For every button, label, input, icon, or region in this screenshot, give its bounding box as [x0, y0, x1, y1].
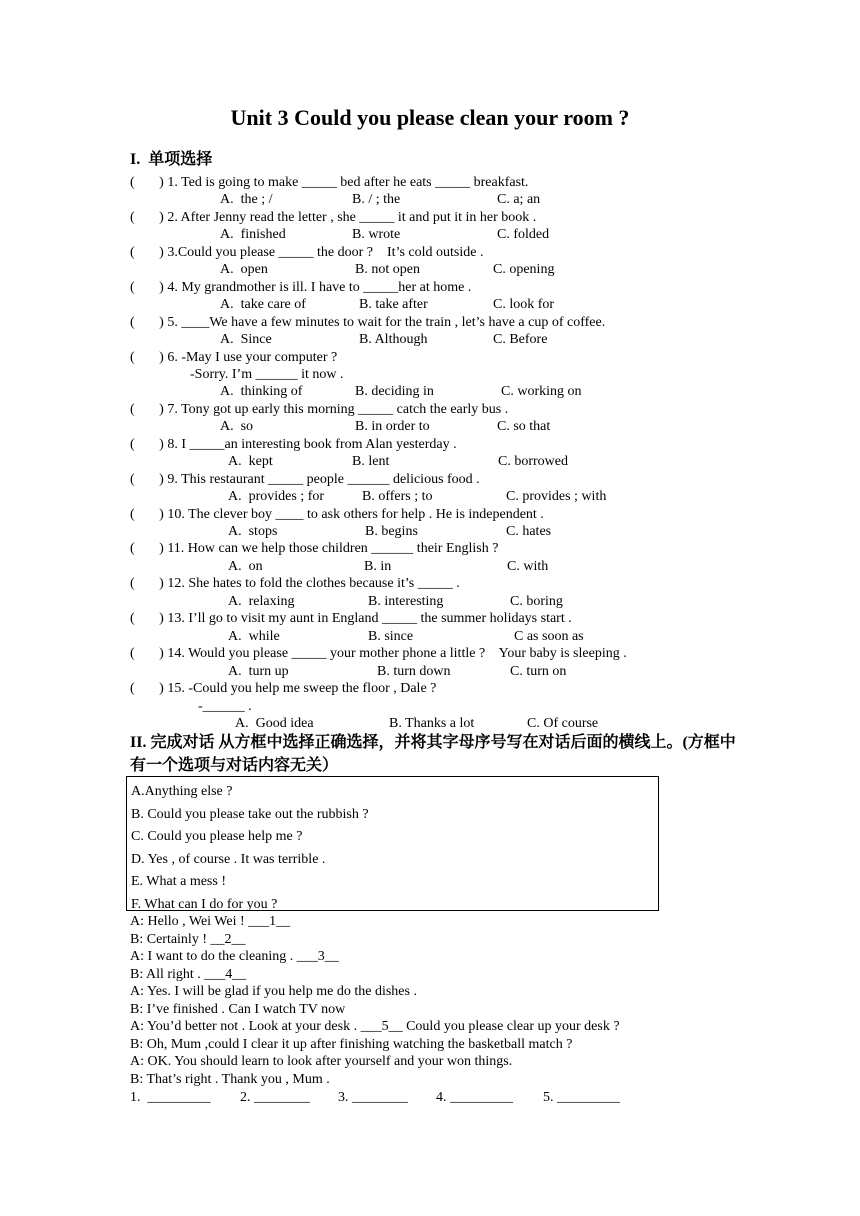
dialogue-line: B: I’ve finished . Can I watch TV now: [130, 1002, 346, 1017]
question-option: C. provides ; with: [506, 489, 607, 505]
question-option: B. wrote: [352, 227, 401, 243]
dialogue-line: B: All right . ___4__: [130, 967, 247, 982]
question-option: A. open: [220, 262, 268, 278]
question-option: B. turn down: [377, 663, 451, 679]
box-option: C. Could you please help me ?: [131, 829, 303, 844]
question-option: B. deciding in: [355, 384, 434, 400]
question-option: C. folded: [497, 227, 550, 243]
question-stem: ( ) 4. My grandmother is ill. I have to _____her at home .: [130, 279, 472, 295]
question-option: A. take care of: [220, 297, 306, 313]
question-option: C. Of course: [527, 715, 599, 731]
question-option: C. hates: [506, 524, 552, 539]
question-option: C. turn on: [510, 663, 567, 679]
answer-blank: 3. ________: [338, 1090, 408, 1105]
answer-blank: 5. _________: [543, 1090, 620, 1105]
question-option: B. since: [368, 628, 414, 644]
dialogue-line: B: Oh, Mum ,could I clear it up after finishing watching the basketball match ?: [130, 1037, 573, 1052]
question-stem: ( ) 6. -May I use your computer ?: [130, 349, 338, 365]
question-stem: ( ) 13. I’ll go to visit my aunt in England _____ the summer holidays start .: [130, 611, 572, 627]
question-stem: ( ) 3.Could you please _____ the door ? It’s cold outside .: [130, 244, 484, 260]
question-option: B. in order to: [355, 419, 430, 435]
dialogue-line: A: OK. You should learn to look after yourself and your won things.: [130, 1054, 513, 1069]
question-option: B. Thanks a lot: [389, 715, 475, 731]
page-title: Unit 3 Could you please clean your room ?: [230, 105, 630, 130]
answer-blank: 4. _________: [436, 1090, 513, 1105]
question-stem: ( ) 15. -Could you help me sweep the floor , Dale ?: [130, 681, 437, 697]
question-option: A. provides ; for: [228, 489, 325, 505]
box-option: F. What can I do for you ?: [131, 896, 278, 912]
question-option: C. a; an: [497, 192, 541, 208]
question-option: B. offers ; to: [362, 489, 433, 505]
options-box: [126, 776, 659, 911]
question-option: A. Since: [220, 332, 272, 348]
question-option: C. working on: [501, 384, 582, 400]
dialogue-line: A: Hello , Wei Wei ! ___1__: [130, 914, 291, 929]
section2-heading: II. 完成对话 从方框中选择正确选择，并将其字母序号写在对话后面的横线上。(方框中有一个选项与对话内容无关）: [130, 734, 736, 774]
box-option: D. Yes , of course . It was terrible .: [131, 851, 326, 867]
box-option: B. Could you please take out the rubbish ?: [131, 806, 369, 822]
answer-blank: 1. _________: [130, 1090, 211, 1105]
question-option: C. look for: [493, 297, 555, 313]
question-option: A. finished: [220, 227, 286, 243]
question-option: C. with: [507, 558, 549, 574]
question-option: A. kept: [228, 454, 273, 470]
question-stem: ( ) 1. Ted is going to make _____ bed after he eats _____ breakfast.: [130, 175, 529, 190]
question-option: B. Although: [359, 332, 428, 348]
question-stem: ( ) 2. After Jenny read the letter , she _____ it and put it in her book .: [130, 209, 537, 225]
question-stem: ( ) 9. This restaurant _____ people ______ delicious food .: [130, 471, 480, 487]
question-option: A. thinking of: [220, 384, 303, 400]
dialogue-line: A: I want to do the cleaning . ___3__: [130, 949, 339, 964]
question-option: B. interesting: [368, 593, 444, 609]
question-option: A. turn up: [228, 663, 289, 679]
question-stem: ( ) 7. Tony got up early this morning _____ catch the early bus .: [130, 401, 509, 417]
question-option: B. lent: [352, 454, 390, 470]
question-option: A. relaxing: [228, 593, 295, 609]
question-option: B. in: [364, 558, 392, 574]
question-stem: ( ) 10. The clever boy ____ to ask others for help . He is independent .: [130, 506, 544, 522]
answer-blank: 2. ________: [240, 1090, 310, 1105]
question-option: C. boring: [510, 593, 563, 609]
question-option: A. Good idea: [235, 715, 314, 731]
question-option: B. / ; the: [352, 192, 401, 208]
question-stem-reply: -______ .: [198, 698, 252, 714]
dialogue-line: B: Certainly ! __2__: [130, 932, 246, 947]
box-option: A.Anything else ?: [131, 784, 233, 799]
question-stem: ( ) 12. She hates to fold the clothes because it’s _____ .: [130, 576, 460, 592]
question-option: A. on: [228, 558, 263, 574]
question-option: B. begins: [365, 524, 418, 539]
question-stem: ( ) 8. I _____an interesting book from Alan yesterday .: [130, 436, 457, 452]
question-option: C. opening: [493, 262, 555, 278]
question-option: C. borrowed: [498, 454, 568, 470]
question-stem-reply: -Sorry. I’m ______ it now .: [190, 366, 344, 382]
question-stem: ( ) 11. How can we help those children ______ their English ?: [130, 541, 499, 557]
question-stem: ( ) 5. ____We have a few minutes to wait for the train , let’s have a cup of coffee.: [130, 314, 606, 330]
question-option: A. stops: [228, 524, 278, 539]
dialogue-line: A: You’d better not . Look at your desk . ___5__ Could you please clear up your desk ?: [130, 1019, 620, 1034]
question-option: B. take after: [359, 297, 428, 313]
question-option: B. not open: [355, 262, 420, 278]
section1-heading: I. 单项选择: [130, 151, 213, 168]
question-option: A. so: [220, 419, 254, 435]
question-option: C as soon as: [514, 628, 584, 644]
question-option: A. while: [228, 628, 280, 644]
question-option: C. Before: [493, 332, 548, 348]
question-stem: ( ) 14. Would you please _____ your mother phone a little ? Your baby is sleeping .: [130, 646, 627, 662]
dialogue-line: A: Yes. I will be glad if you help me do the dishes .: [130, 984, 417, 999]
dialogue-line: B: That’s right . Thank you , Mum .: [130, 1072, 330, 1087]
box-option: E. What a mess !: [131, 874, 226, 889]
question-option: C. so that: [497, 419, 551, 435]
question-option: A. the ; /: [220, 192, 273, 208]
